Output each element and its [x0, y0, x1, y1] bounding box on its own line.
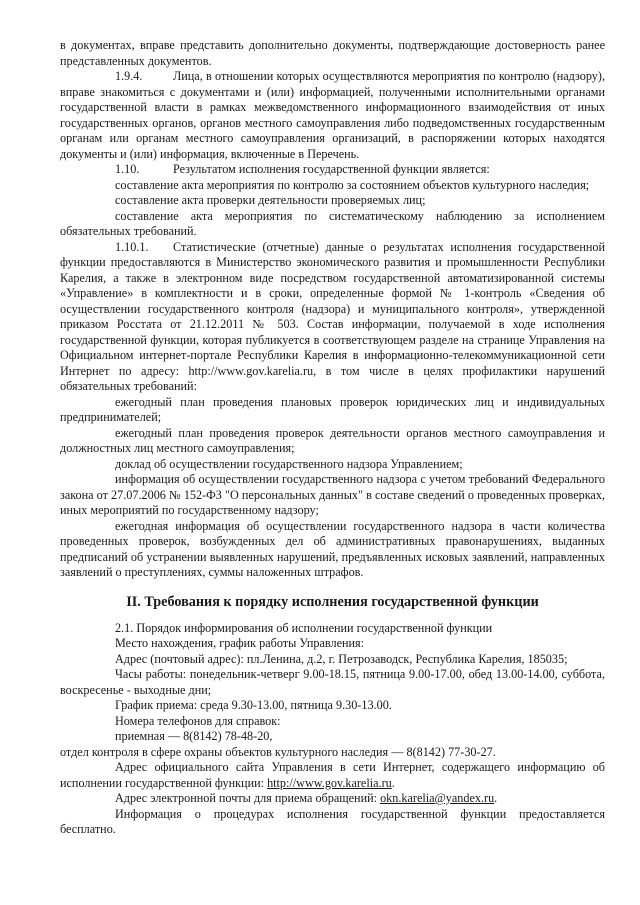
clause-1-10-1	[60, 240, 605, 395]
postal-address: Адрес (почтовый адрес): пл.Ленина, д.2, г. Петрозаводск, Республика Карелия, 185035;	[115, 651, 568, 666]
phone-department: отдел контроля в сфере охраны объектов культурного наследия — 8(8142) 77-30-27.	[60, 744, 496, 759]
website-info	[60, 760, 605, 791]
punctuation: .	[494, 791, 498, 805]
email-info	[60, 791, 605, 807]
list-item: ежегодный план проведения плановых проверок юридических лиц и индивидуальных предпринимателей;	[60, 394, 605, 424]
website-text: Адрес официального сайта Управления в сети Интернет, содержащего информацию об исполнении государственной функции:	[60, 760, 605, 790]
phones-title: Номера телефонов для справок:	[115, 713, 281, 728]
phone-reception: приемная — 8(8142) 78-48-20,	[115, 729, 273, 743]
clause-2-1: 2.1. Порядок информирования об исполнении государственной функции	[115, 620, 493, 635]
clause-number: 1.9.4.	[115, 69, 143, 83]
clause-1-10	[60, 162, 605, 178]
document-body	[60, 38, 605, 838]
clause-1-9-4	[60, 69, 605, 162]
clause-number: 1.10.1.	[115, 239, 149, 254]
email-link[interactable]: okn.karelia@yandex.ru	[380, 791, 495, 805]
clause-number: 1.10.	[115, 162, 140, 176]
free-info-note: Информация о процедурах исполнения государственной функции предоставляется бесплатно.	[60, 806, 605, 836]
punctuation: .	[391, 775, 395, 790]
working-hours: Часы работы: понедельник-четверг 9.00-18.15, пятница 9.00-17.00, обед 13.00-14.00, суббота, воскресенье - выходные дни;	[60, 667, 605, 697]
clause-text: Статистические (отчетные) данные о результатах исполнения государственной функции предоставляются в Министерство экономического развития и промышленности Республики Карелия, а также в электронном виде посредством государственной автоматизированной системы «Управление» в комплектности и в сроки, определенные формой № 1-контроль «Сведения об осуществлении государственного контроля (надзора) и муниципального контроля», утвержденной приказом Росстата от 21.12.2011 № 503. Состав информации, получаемой в ходе исполнения государственной функции, которая публикуется в соответствующем разделе на странице Управления на Официальном интернет-портале Республики Карелия в информационно-телекоммуникационной сети Интернет по адресу: http://www.gov.karelia.ru, в том числе в целях профилактики нарушений обязательных требований:	[60, 239, 605, 393]
list-item: доклад об осуществлении государственного надзора Управлением;	[115, 456, 463, 471]
location-title: Место нахождения, график работы Управления:	[115, 636, 365, 650]
clause-text: Результатом исполнения государственной функции является:	[173, 162, 490, 176]
website-link[interactable]: http://www.gov.karelia.ru	[267, 775, 392, 790]
reception-schedule: График приема: среда 9.30-13.00, пятница 9.30-13.00.	[115, 698, 392, 712]
email-text: Адрес электронной почты для приема обращений:	[115, 791, 378, 805]
result-item: составление акта проверки деятельности проверяемых лиц;	[115, 193, 426, 207]
section-heading: II. Требования к порядку исполнения государственной функции	[126, 593, 539, 610]
result-item: составление акта мероприятия по контролю за состоянием объектов культурного наследия;	[115, 177, 590, 192]
list-item: ежегодная информация об осуществлении государственного надзора в части количества проведенных проверок, возбужденных дел об административных правонарушениях, выданных предписаний об устранении выявленных нарушений, предъявленных исковых заявлений, направленных заявлений о преступлениях, суммы наложенных штрафов.	[60, 518, 605, 579]
result-item: составление акта мероприятия по систематическому наблюдению за исполнением обязательных требований.	[60, 208, 605, 238]
list-item: ежегодный план проведения проверок деятельности органов местного самоуправления и должностных лиц местного самоуправления;	[60, 425, 605, 455]
list-item: информация об осуществлении государственного надзора с учетом требований Федерального закона от 27.07.2006 № 152-ФЗ "О персональных данных" в составе сведений о проведенных проверках, иных мероприятий по государственному надзору;	[60, 472, 605, 517]
clause-text: Лица, в отношении которых осуществляются мероприятия по контролю (надзору), вправе знакомиться с документами и (или) информацией, полученными исполнительными органами государственной власти в рамках межведомственного информационного взаимодействия от иных государственных органов, органов местного самоуправления либо подведомственных государственным органам или органам местного самоуправления организаций, в распоряжении которых находятся документы и (или) информация, включенные в Перечень.	[60, 69, 605, 161]
paragraph: в документах, вправе представить дополнительно документы, подтверждающие достоверность ранее представленных документов.	[60, 38, 605, 68]
